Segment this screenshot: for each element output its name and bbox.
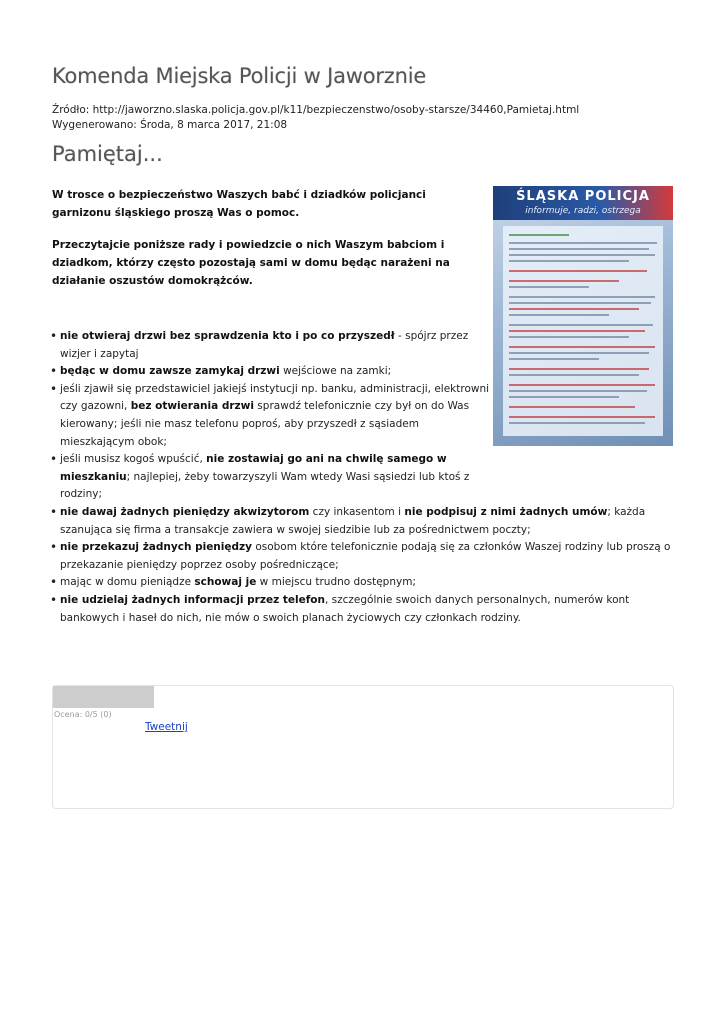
- tips-list: [52, 328, 674, 627]
- tip-item: • nie przekazuj żadnych pieniędzy osobom które telefonicznie podają się za członków Waszej rodziny lub proszą o przekazanie pieniędzy poprzez osoby pośredniczące;: [52, 539, 674, 574]
- rating-bar[interactable]: [53, 686, 154, 708]
- intro-paragraph-1: W trosce o bezpieczeństwo Waszych babć i dziadków policjanci garnizonu śląskiego proszą Was o pomoc.: [52, 189, 426, 219]
- source-url: Źródło: http://jaworzno.slaska.policja.gov.pl/k11/bezpieczenstwo/osoby-starsze/34460,Pamietaj.html: [52, 104, 580, 116]
- tip-item: • nie otwieraj drzwi bez sprawdzenia kto i po co przyszedł - spójrz przez wizjer i zapytaj: [52, 328, 490, 363]
- tip-item: • nie dawaj żadnych pieniędzy akwizytorom czy inkasentom i nie podpisuj z nimi żadnych umów; każda szanująca się firma a transakcje zawiera w swojej siedzibie lub za pośrednictwem poczty;: [52, 504, 674, 539]
- poster-header: [493, 186, 673, 220]
- site-title: Komenda Miejska Policji w Jaworznie: [52, 64, 427, 88]
- intro-paragraph-2: Przeczytajcie poniższe rady i powiedzcie o nich Waszym babciom i dziadkom, którzy często pozostają sami w domu będąc narażeni na działanie oszustów domokrążców.: [52, 239, 450, 287]
- tip-item: • będąc w domu zawsze zamykaj drzwi wejściowe na zamki;: [52, 363, 674, 381]
- article-intro: [52, 186, 482, 304]
- meta-info: [52, 103, 579, 133]
- tip-item: • nie udzielaj żadnych informacji przez telefon, szczególnie swoich danych personalnych, numerów kont bankowych i haseł do nich, nie mów o swoich planach życiowych czy członkach rodziny.: [52, 592, 674, 627]
- generated-date: Wygenerowano: Środa, 8 marca 2017, 21:08: [52, 119, 288, 131]
- tip-item: • jeśli zjawił się przedstawiciel jakiejś instytucji np. banku, administracji, elektrowni czy gazowni, bez otwierania drzwi sprawdź telefonicznie czy był on do Was kierowany; jeśli nie masz telefonu poproś, aby przyszedł z sąsiadem mieszkającym obok;: [52, 381, 490, 451]
- rating-box: [52, 685, 674, 809]
- tip-item: • jeśli musisz kogoś wpuścić, nie zostawiaj go ani na chwilę samego w mieszkaniu; najlepiej, żeby towarzyszyli Wam wtedy Wasi sąsiedzi lub ktoś z rodziny;: [52, 451, 500, 504]
- poster-tagline: informuje, radzi, ostrzega: [525, 206, 641, 216]
- tip-item: • mając w domu pieniądze schowaj je w miejscu trudno dostępnym;: [52, 574, 674, 592]
- rating-text: Ocena: 0/5 (0): [54, 710, 112, 719]
- poster-logo: ŚLĄSKA POLICJA: [516, 189, 650, 204]
- tweet-link[interactable]: Tweetnij: [145, 721, 188, 733]
- article-title: Pamiętaj...: [52, 142, 163, 166]
